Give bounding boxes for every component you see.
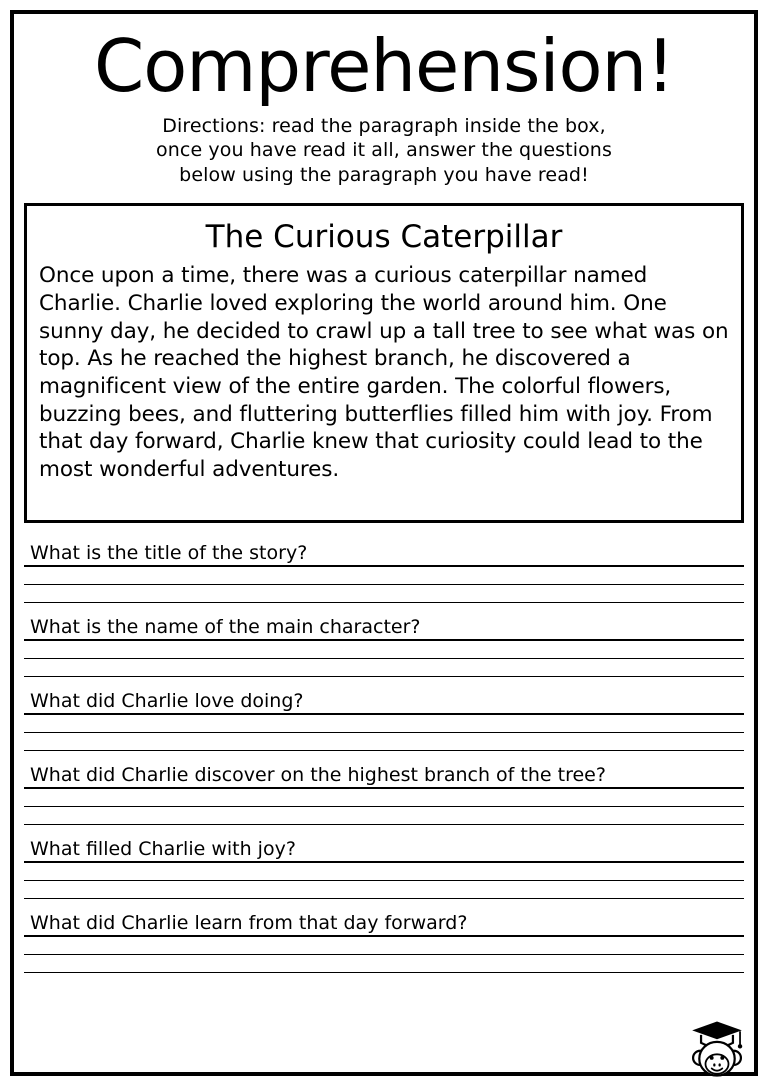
directions-line-3: below using the paragraph you have read! [179, 163, 589, 186]
answer-line [24, 676, 744, 677]
question-block [24, 835, 744, 899]
answer-line [24, 898, 744, 899]
question-text: What is the name of the main character? [30, 615, 421, 638]
answer-line [24, 602, 744, 603]
question-block [24, 687, 744, 751]
passage-text: Once upon a time, there was a curious caterpillar named Charlie. Charlie loved exploring the world around him. One sunny day, he decided to crawl up a tall tree to see what was on top. As he reached the highest branch, he discovered a magnificent view of the entire garden. The colorful flowers, buzzing bees, and fluttering butterflies filled him with joy. From that day forward, Charlie knew that curiosity could lead to the most wonderful adventures. [39, 263, 729, 483]
worksheet-content [24, 18, 744, 1068]
answer-space[interactable] [24, 585, 744, 602]
graduate-monkey-icon [688, 1018, 746, 1080]
question-text: What did Charlie learn from that day forward? [30, 911, 468, 934]
answer-space[interactable] [24, 881, 744, 898]
answer-space[interactable] [24, 641, 744, 658]
question-text: What filled Charlie with joy? [30, 837, 296, 860]
answer-line [24, 824, 744, 825]
question-text: What did Charlie discover on the highest branch of the tree? [30, 763, 606, 786]
directions-line-2: once you have read it all, answer the questions [156, 139, 612, 162]
question-prompt-row [24, 613, 744, 639]
answer-space[interactable] [24, 863, 744, 880]
question-prompt-row [24, 539, 744, 565]
question-prompt-row [24, 761, 744, 787]
answer-line [24, 972, 744, 973]
question-block [24, 909, 744, 973]
answer-space[interactable] [24, 937, 744, 954]
passage-box [24, 203, 744, 523]
question-prompt-row [24, 687, 744, 713]
answer-space[interactable] [24, 659, 744, 676]
questions-list [24, 539, 744, 973]
answer-space[interactable] [24, 567, 744, 584]
answer-line [24, 750, 744, 751]
passage-title: The Curious Caterpillar [205, 218, 563, 255]
page-title: Comprehension! [93, 24, 675, 108]
directions-line-1: Directions: read the paragraph inside the box, [162, 115, 606, 137]
answer-space[interactable] [24, 789, 744, 806]
answer-space[interactable] [24, 955, 744, 972]
question-block [24, 761, 744, 825]
answer-space[interactable] [24, 733, 744, 750]
question-block [24, 613, 744, 677]
question-text: What did Charlie love doing? [30, 689, 304, 712]
answer-space[interactable] [24, 715, 744, 732]
question-prompt-row [24, 909, 744, 935]
question-prompt-row [24, 835, 744, 861]
answer-space[interactable] [24, 807, 744, 824]
question-block [24, 539, 744, 603]
question-text: What is the title of the story? [30, 541, 308, 564]
directions [38, 114, 730, 187]
